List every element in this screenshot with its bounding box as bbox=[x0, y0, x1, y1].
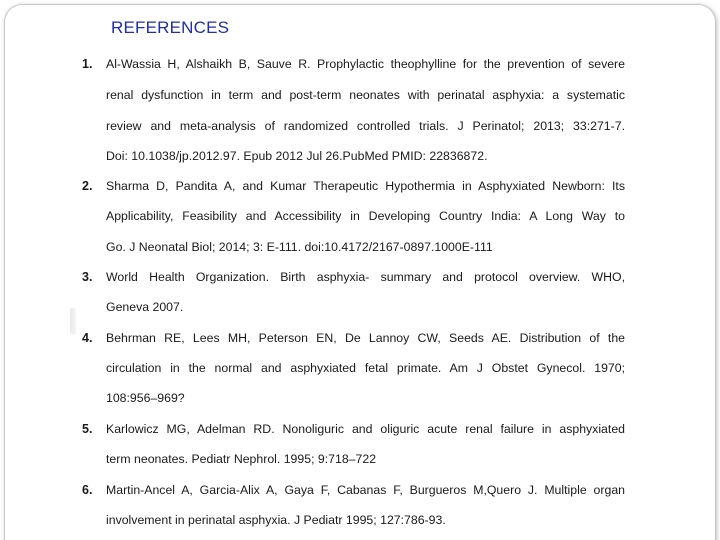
reference-6-number: 6. bbox=[82, 483, 93, 497]
reference-1-number: 1. bbox=[82, 57, 93, 71]
reference-1-line-3: review and meta-analysis of randomized controlled trials. J Perinatol; 2013; 33:271-7. bbox=[106, 119, 625, 133]
page-title: REFERENCES bbox=[111, 18, 230, 37]
reference-1-line-1: Al-Wassia H, Alshaikh B, Sauve R. Prophylactic theophylline for the prevention of severe bbox=[106, 57, 625, 71]
reference-5-line-2: term neonates. Pediatr Nephrol. 1995; 9:718–722 bbox=[106, 452, 377, 466]
reference-1-line-2: renal dysfunction in term and post-term neonates with perinatal asphyxia: a systematic bbox=[106, 88, 625, 102]
reference-2-line-1: Sharma D, Pandita A, and Kumar Therapeutic Hypothermia in Asphyxiated Newborn: Its bbox=[106, 179, 625, 193]
reference-5-line-1: Karlowicz MG, Adelman RD. Nonoliguric and oliguric acute renal failure in asphyxiated bbox=[106, 422, 625, 436]
reference-3-line-2: Geneva 2007. bbox=[106, 300, 184, 314]
reference-4-line-3: 108:956–969? bbox=[106, 391, 185, 405]
reference-2-line-2: Applicability, Feasibility and Accessibility in Developing Country India: A Long Way to bbox=[106, 209, 625, 223]
reference-5-number: 5. bbox=[82, 422, 93, 436]
reference-3-line-1: World Health Organization. Birth asphyxia- summary and protocol overview. WHO, bbox=[106, 270, 625, 284]
reference-2-line-3: Go. J Neonatal Biol; 2014; 3: E-111. doi:10.4172/2167-0897.1000E-111 bbox=[106, 240, 493, 254]
reference-1-line-4: Doi: 10.1038/jp.2012.97. Epub 2012 Jul 26.PubMed PMID: 22836872. bbox=[106, 149, 488, 163]
reference-6-line-2: involvement in perinatal asphyxia. J Pediatr 1995; 127:786-93. bbox=[106, 513, 446, 527]
reference-2-number: 2. bbox=[82, 179, 93, 193]
reference-4-line-2: circulation in the normal and asphyxiated fetal primate. Am J Obstet Gynecol. 1970; bbox=[106, 361, 625, 375]
reference-6-line-1: Martin-Ancel A, Garcia-Alix A, Gaya F, Cabanas F, Burgueros M,Quero J. Multiple organ bbox=[106, 483, 625, 497]
reference-4-number: 4. bbox=[82, 331, 93, 345]
reference-3-number: 3. bbox=[82, 270, 93, 284]
reference-4-line-1: Behrman RE, Lees MH, Peterson EN, De Lannoy CW, Seeds AE. Distribution of the bbox=[106, 331, 625, 345]
